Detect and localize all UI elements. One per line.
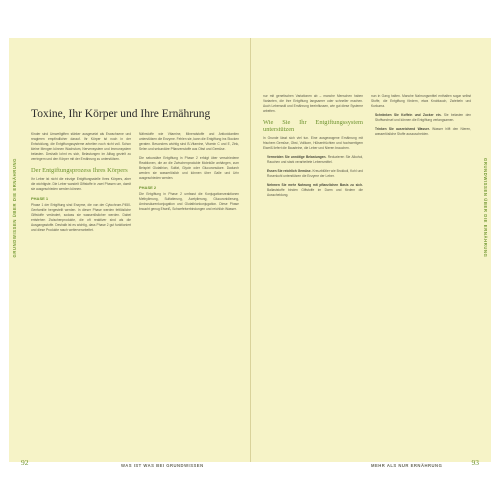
footer-right: MEHR ALS NUR ERNÄHRUNG — [371, 463, 443, 468]
bullet-text: Ballaststoffe binden Giftstoffe im Darm und fördern die Ausscheidung. — [267, 188, 363, 197]
paragraph: Nährstoffe wie Vitamine, Mineralstoffe und Antioxidantien unterstützen die Enzyme. Fehlen sie, kann die Entgiftung ins Stocken geraten. Besonders wichtig sind B-Vitamine, Vitamin C und E, Zink, Selen und sekundäre Pflanzenstoffe aus Obst und Gemüse. — [139, 132, 239, 151]
left-column-2 — [139, 132, 239, 216]
bullet-text: Wasser hilft den Nieren, wasserlösliche Stoffe auszuscheiden. — [375, 127, 471, 136]
bullet-heading: Nehmen Sie mehr Nahrung mit pflanzlichen Basis zu sich. — [267, 183, 363, 187]
paragraph: Die sekundäre Entgiftung in Phase 2 erfolgt über verschiedene Reaktionen, die an die Zwischenprodukte Moleküle anhängen, zum Beispiel Glutathion, Sulfat, Glycin oder Glucuronsäure. Dadurch werden sie wasserlöslich und können über Galle und Urin ausgeschieden werden. — [139, 156, 239, 180]
right-column-1 — [263, 94, 363, 202]
bullet-heading: Vermeiden Sie unnötige Belastungen. — [267, 155, 327, 159]
phase-1-heading: PHASE 1 — [31, 196, 49, 201]
left-side-tab: GRUNDWISSEN ÜBER DIE ERNÄHRUNG — [12, 158, 17, 258]
page-number-left: 92 — [21, 458, 29, 467]
gutter-divider — [250, 38, 251, 462]
bullet-item — [267, 183, 363, 198]
footer-left: WAS IST WAS BEI GRUNDWISSEN — [121, 463, 204, 468]
bullet-heading: Essen Sie reichlich Gemüse. — [267, 169, 312, 173]
bullet-heading: Trinken Sie ausreichend Wasser. — [375, 127, 430, 131]
paragraph: nur mit genetischen Variationen ab – manche Menschen haben Varianten, die ihre Entgiftung langsamer oder schneller machen. Auch Lebensstil und Ernährung beeinflussen, wie gut diese Systeme arbeiten. — [263, 94, 363, 113]
left-column-1 — [31, 132, 131, 237]
bullet-item — [375, 113, 471, 123]
chapter-title: Toxine, Ihr Körper und Ihre Ernährung — [31, 108, 211, 120]
bullet-heading: Schränken Sie Koffein und Zucker ein. — [375, 113, 442, 117]
page-number-right: 93 — [471, 458, 479, 467]
right-side-tab: GRUNDWISSEN ÜBER DIE ERNÄHRUNG — [483, 158, 488, 258]
left-page — [9, 38, 249, 468]
bullet-text: Kreuzblütler wie Brokkoli, Kohl und Rosenkohl unterstützen die Enzyme der Leber. — [267, 169, 363, 178]
paragraph: Die Entgiftung in Phase 2 umfasst die Konjugationsreaktionen Methylierung, Sulfatierung, Acetylierung, Glucuronidierung, Aminosäurenkonjugation und Glutathionkonjugation. Diese Phase braucht genug Eiweiß, Schwefelverbindungen und reichlich Wasser. — [139, 192, 239, 211]
paragraph: Phase 1 der Entgiftung sind Enzyme, die von der Cytochrom-P450-Genfamilie hergestellt werden. In dieser Phase werden fettlösliche Giftstoffe verändert, sodass sie wasserlöslicher werden. Dabei entstehen Zwischenprodukte, die oft reaktiver sind als die Ausgangsstoffe. Deshalb ist es wichtig, dass Phase 2 gut funktioniert und diese Produkte rasch weiterverarbeitet. — [31, 203, 131, 232]
right-column-2 — [371, 94, 471, 141]
section-heading: Der Entgiftungsprozess Ihres Körpers — [31, 167, 128, 174]
bullet-text: Sie belasten den Stoffwechsel und können die Entgiftung verlangsamen. — [375, 113, 471, 122]
bullet-item — [375, 127, 471, 137]
right-page — [251, 38, 491, 468]
bullet-item — [267, 169, 363, 179]
bullet-text: Reduzieren Sie Alkohol, Rauchen und stark verarbeitete Lebensmittel. — [267, 155, 364, 164]
bullet-item — [267, 155, 363, 165]
paragraph: In Grunde lässt sich viel tun. Eine ausgewogene Ernährung mit frischem Gemüse, Obst, Vollkorn, Hülsenfrüchten und hochwertigem Eiweiß liefert die Bausteine, die Leber und Nieren brauchen. — [263, 136, 363, 150]
paragraph: Kinder sind Umweltgiften stärker ausgesetzt als Erwachsene und reagieren empfindlicher darauf. Ihr Körper ist noch in der Entwicklung, die Entgiftungssysteme arbeiten noch nicht voll. Schon kleine Mengen können Wachstum, Nervensystem und Immunsystem belasten. Deshalb lohnt es sich, Belastungen im Alltag gezielt zu verringern und den Körper mit der Ernährung zu unterstützen. — [31, 132, 131, 161]
paragraph: nun in Gang halten. Manche Nahrungsmittel enthalten sogar selbst Stoffe, die Entgiftung fördern, etwa Knoblauch, Zwiebeln und Kurkuma. — [371, 94, 471, 108]
phase-2-heading: PHASE 2 — [139, 185, 157, 190]
paragraph: Ihr Leber ist nicht die einzige Entgiftungsstelle Ihres Körpers, aber die wichtigste. Die Leber wandelt Giftstoffe in zwei Phasen um, damit sie ausgeschieden werden können. — [31, 177, 131, 191]
section-heading: Wie Sie Ihr Entgiftungssystem unterstützen — [263, 119, 363, 133]
